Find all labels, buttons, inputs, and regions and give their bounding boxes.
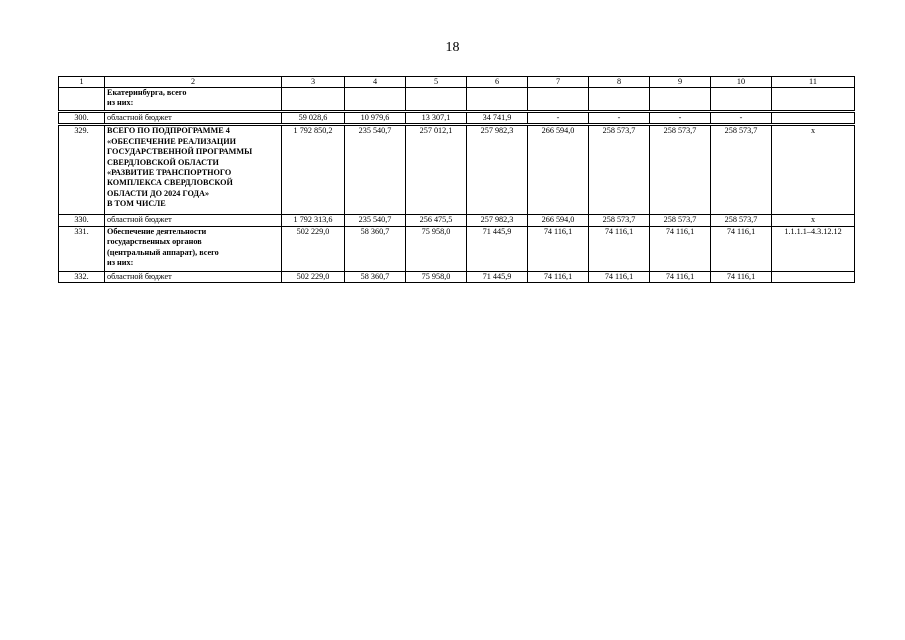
table-row <box>59 226 855 271</box>
page-number: 18 <box>445 40 460 55</box>
value-cell: - <box>528 112 589 125</box>
value-cell <box>406 88 467 112</box>
row-name-line: (центральный аппарат), всего <box>107 247 219 257</box>
row-name-line: ОБЛАСТИ ДО 2024 ГОДА» <box>107 188 210 198</box>
row-name-line: В ТОМ ЧИСЛЕ <box>107 199 166 209</box>
column-number-cell: 6 <box>467 77 528 88</box>
value-cell: 266 594,0 <box>528 125 589 215</box>
row-name-line: государственных органов <box>107 237 202 247</box>
value-cell: 74 116,1 <box>711 226 772 271</box>
value-cell: 75 958,0 <box>406 271 467 282</box>
value-cell: 258 573,7 <box>589 215 650 226</box>
table-row <box>59 125 855 215</box>
value-cell: 258 573,7 <box>650 125 711 215</box>
value-cell: 13 307,1 <box>406 112 467 125</box>
column-number-cell: 5 <box>406 77 467 88</box>
column-number-cell: 7 <box>528 77 589 88</box>
value-cell: 74 116,1 <box>711 271 772 282</box>
value-cell: 59 028,6 <box>282 112 345 125</box>
column-number-cell: 4 <box>345 77 406 88</box>
value-cell: 235 540,7 <box>345 215 406 226</box>
row-name-line: КОМПЛЕКСА СВЕРДЛОВСКОЙ <box>107 178 233 188</box>
target-indicator-cell <box>772 271 855 282</box>
value-cell <box>711 88 772 112</box>
row-name-line: ГОСУДАРСТВЕННОЙ ПРОГРАММЫ <box>107 147 253 157</box>
value-cell: 58 360,7 <box>345 271 406 282</box>
column-number-cell: 2 <box>105 77 282 88</box>
row-name-line: из них: <box>107 98 134 108</box>
column-number-row <box>59 77 855 88</box>
value-cell: 71 445,9 <box>467 271 528 282</box>
row-name-line: «ОБЕСПЕЧЕНИЕ РЕАЛИЗАЦИИ <box>107 136 236 146</box>
column-number-cell: 3 <box>282 77 345 88</box>
row-number-cell: 330. <box>59 215 105 226</box>
row-number-cell: 300. <box>59 112 105 125</box>
value-cell: 74 116,1 <box>650 271 711 282</box>
budget-table <box>58 76 855 283</box>
value-cell: 257 982,3 <box>467 125 528 215</box>
value-cell: 71 445,9 <box>467 226 528 271</box>
value-cell: - <box>589 112 650 125</box>
row-name-line: Обеспечение деятельности <box>107 226 207 236</box>
value-cell: - <box>650 112 711 125</box>
column-number-cell: 11 <box>772 77 855 88</box>
row-name-line: Екатеринбурга, всего <box>107 88 187 97</box>
row-name-cell <box>105 125 282 215</box>
value-cell <box>467 88 528 112</box>
target-indicator-cell: х <box>772 215 855 226</box>
value-cell <box>528 88 589 112</box>
value-cell <box>345 88 406 112</box>
row-name-cell <box>105 112 282 125</box>
value-cell: 258 573,7 <box>711 125 772 215</box>
value-cell: 74 116,1 <box>650 226 711 271</box>
value-cell: 258 573,7 <box>650 215 711 226</box>
row-name-line: областной бюджет <box>107 113 172 122</box>
row-name-cell <box>105 226 282 271</box>
target-indicator-cell: 1.1.1.1–4.3.12.12 <box>772 226 855 271</box>
value-cell: 1 792 850,2 <box>282 125 345 215</box>
row-name-line: «РАЗВИТИЕ ТРАНСПОРТНОГО <box>107 168 232 178</box>
row-number-cell: 329. <box>59 125 105 215</box>
row-name-line: из них: <box>107 258 134 268</box>
value-cell <box>282 88 345 112</box>
row-name-line: ВСЕГО ПО ПОДПРОГРАММЕ 4 <box>107 126 230 136</box>
row-name-line: СВЕРДЛОВСКОЙ ОБЛАСТИ <box>107 157 219 167</box>
table-row <box>59 88 855 112</box>
value-cell: 74 116,1 <box>528 271 589 282</box>
table-row <box>59 271 855 282</box>
row-name-cell <box>105 271 282 282</box>
column-number-cell: 1 <box>59 77 105 88</box>
value-cell: 10 979,6 <box>345 112 406 125</box>
target-indicator-cell <box>772 88 855 112</box>
value-cell: 75 958,0 <box>406 226 467 271</box>
value-cell: 1 792 313,6 <box>282 215 345 226</box>
value-cell: 74 116,1 <box>589 226 650 271</box>
row-name-line: областной бюджет <box>107 271 172 281</box>
table-row <box>59 112 855 125</box>
value-cell: 235 540,7 <box>345 125 406 215</box>
value-cell: 266 594,0 <box>528 215 589 226</box>
row-number-cell: 332. <box>59 271 105 282</box>
row-name-cell <box>105 88 282 112</box>
column-number-cell: 8 <box>589 77 650 88</box>
value-cell: 58 360,7 <box>345 226 406 271</box>
value-cell: 257 012,1 <box>406 125 467 215</box>
value-cell <box>589 88 650 112</box>
row-number-cell: 331. <box>59 226 105 271</box>
table-row <box>59 215 855 226</box>
value-cell: 34 741,9 <box>467 112 528 125</box>
value-cell <box>650 88 711 112</box>
value-cell: 257 982,3 <box>467 215 528 226</box>
target-indicator-cell: х <box>772 125 855 215</box>
row-name-line: областной бюджет <box>107 215 172 225</box>
value-cell: 256 475,5 <box>406 215 467 226</box>
value-cell: 258 573,7 <box>711 215 772 226</box>
row-name-cell <box>105 215 282 226</box>
target-indicator-cell <box>772 112 855 125</box>
column-number-cell: 10 <box>711 77 772 88</box>
column-number-cell: 9 <box>650 77 711 88</box>
value-cell: 502 229,0 <box>282 226 345 271</box>
value-cell: 74 116,1 <box>528 226 589 271</box>
row-number-cell <box>59 88 105 112</box>
value-cell: 258 573,7 <box>589 125 650 215</box>
value-cell: - <box>711 112 772 125</box>
value-cell: 502 229,0 <box>282 271 345 282</box>
value-cell: 74 116,1 <box>589 271 650 282</box>
